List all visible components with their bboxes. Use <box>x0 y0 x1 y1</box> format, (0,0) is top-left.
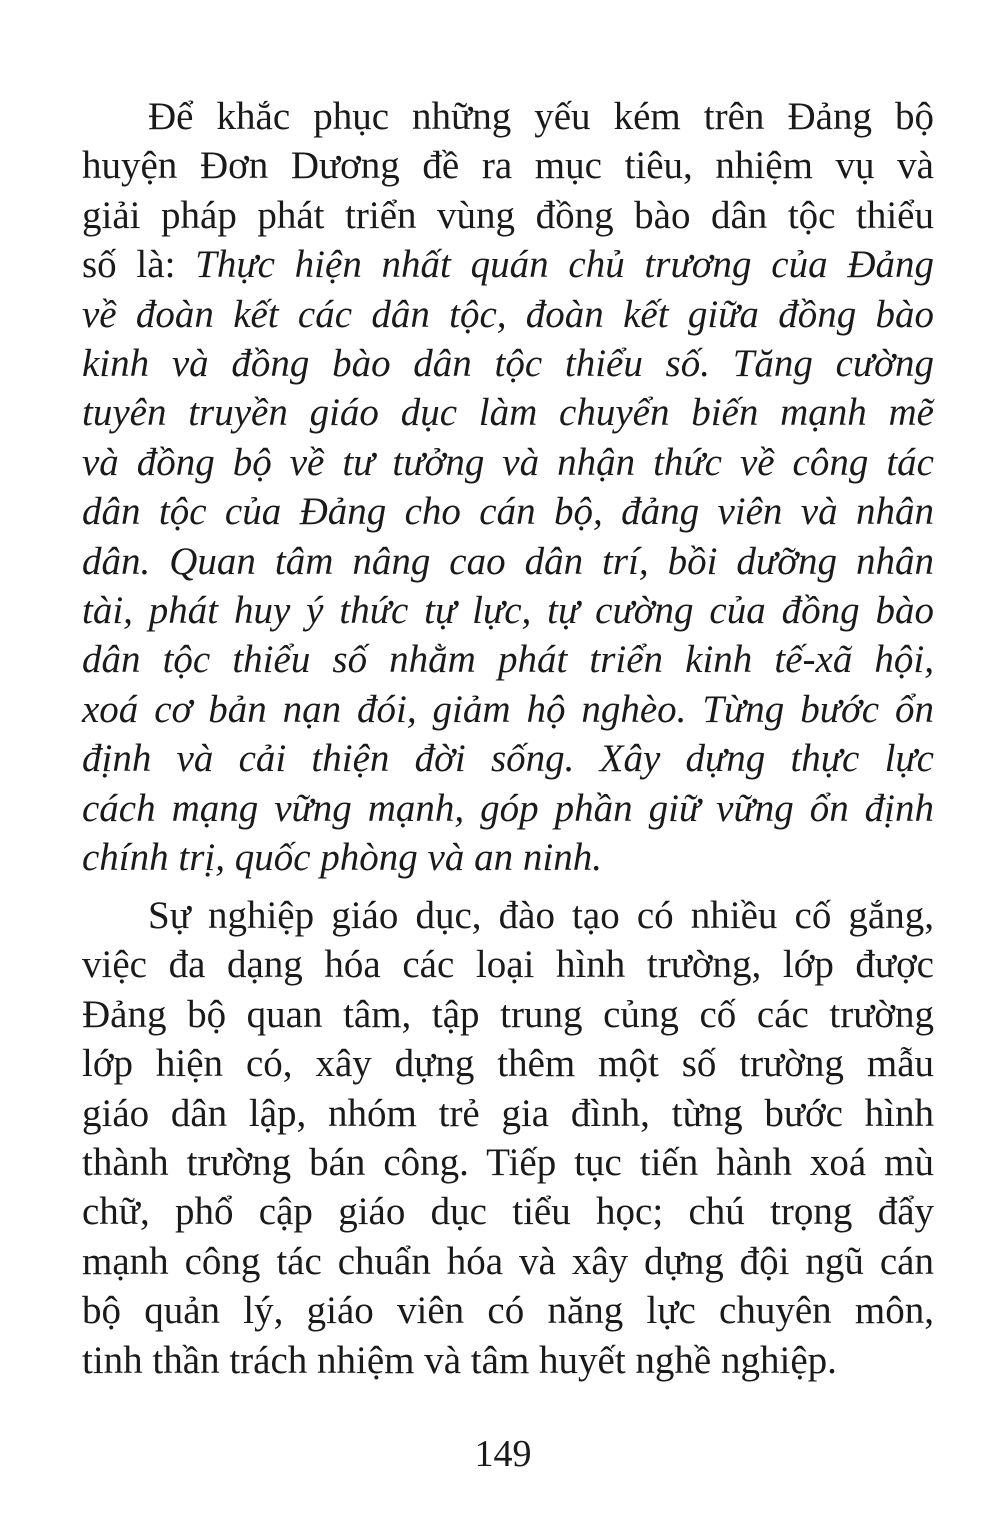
text-line <box>82 1039 934 1088</box>
line-text: Để khắc phục những yếu kém trên Đảng bộ <box>148 95 934 138</box>
line-text: Sự nghiệp giáo dục, đào tạo có nhiều cố gắng, <box>148 894 934 937</box>
text-line <box>82 240 934 289</box>
text-line <box>82 990 934 1039</box>
text-line <box>82 1286 934 1335</box>
paragraph-1 <box>82 92 934 883</box>
line-text: mạnh công tác chuẩn hóa và xây dựng đội ngũ cán <box>82 1239 934 1283</box>
line-text: giải pháp phát triển vùng đồng bào dân tộc thiểu <box>82 193 934 237</box>
line-text: bộ quản lý, giáo viên có năng lực chuyên môn, <box>82 1289 934 1333</box>
line-text: thành trường bán công. Tiếp tục tiến hành xoá mù <box>82 1141 934 1185</box>
text-line <box>82 685 934 734</box>
line-text-italic: dân tộc của Đảng cho cán bộ, đảng viên và nhân <box>82 490 934 534</box>
text-line <box>82 191 934 240</box>
line-text: huyện Đơn Dương đề ra mục tiêu, nhiệm vụ và <box>82 144 934 188</box>
line-text-italic: chính trị, quốc phòng và an ninh. <box>82 836 602 880</box>
line-text-italic: dân tộc thiểu số nhằm phát triển kinh tế-xã hội, <box>82 638 934 682</box>
text-line <box>82 891 934 940</box>
text-line <box>82 784 934 833</box>
line-text-italic: định và cải thiện đời sống. Xây dựng thực lực <box>82 737 934 781</box>
text-line <box>82 734 934 783</box>
line-text-italic: xoá cơ bản nạn đói, giảm hộ nghèo. Từng bước ổn <box>82 687 934 731</box>
line-text-italic: cách mạng vững mạnh, góp phần giữ vững ổn định <box>82 786 934 830</box>
text-line <box>82 487 934 536</box>
text-line <box>82 635 934 684</box>
text-line <box>82 388 934 437</box>
text-line <box>82 290 934 339</box>
line-text: lớp hiện có, xây dựng thêm một số trường mẫu <box>82 1042 934 1086</box>
text-line <box>82 1237 934 1286</box>
line-text-italic: dân. Quan tâm nâng cao dân trí, bồi dưỡng nhân <box>82 539 934 583</box>
line-text-italic: và đồng bộ về tư tưởng và nhận thức về công tác <box>82 440 934 484</box>
text-line <box>82 537 934 586</box>
line-text: giáo dân lập, nhóm trẻ gia đình, từng bước hình <box>82 1091 934 1135</box>
line-text: chữ, phổ cập giáo dục tiểu học; chú trọng đẩy <box>82 1190 934 1234</box>
text-line <box>82 438 934 487</box>
text-line <box>82 92 934 141</box>
page-number: 149 <box>474 1433 532 1475</box>
text-line <box>82 833 934 882</box>
line-text: Đảng bộ quan tâm, tập trung củng cố các trường <box>82 992 934 1036</box>
line-text-italic: Thực hiện nhất quán chủ trương của Đảng <box>195 243 934 287</box>
paragraph-2 <box>82 891 934 1385</box>
text-line <box>82 1336 934 1385</box>
line-text-italic: kinh và đồng bào dân tộc thiểu số. Tăng cường <box>82 342 934 386</box>
text-line <box>82 1138 934 1187</box>
line-text-italic: tài, phát huy ý thức tự lực, tự cường của đồng bào <box>82 589 934 633</box>
text-line <box>82 586 934 635</box>
text-line <box>82 1089 934 1138</box>
line-text-italic: về đoàn kết các dân tộc, đoàn kết giữa đồng bào <box>82 292 934 336</box>
line-text: việc đa dạng hóa các loại hình trường, lớp được <box>82 943 934 987</box>
text-line <box>82 339 934 388</box>
line-text: số là: <box>82 243 196 287</box>
line-text-italic: tuyên truyền giáo dục làm chuyển biến mạnh mẽ <box>82 391 934 435</box>
text-line <box>82 141 934 190</box>
text-line <box>82 940 934 989</box>
line-text: tinh thần trách nhiệm và tâm huyết nghề nghiệp. <box>82 1338 837 1382</box>
text-line <box>82 1187 934 1236</box>
